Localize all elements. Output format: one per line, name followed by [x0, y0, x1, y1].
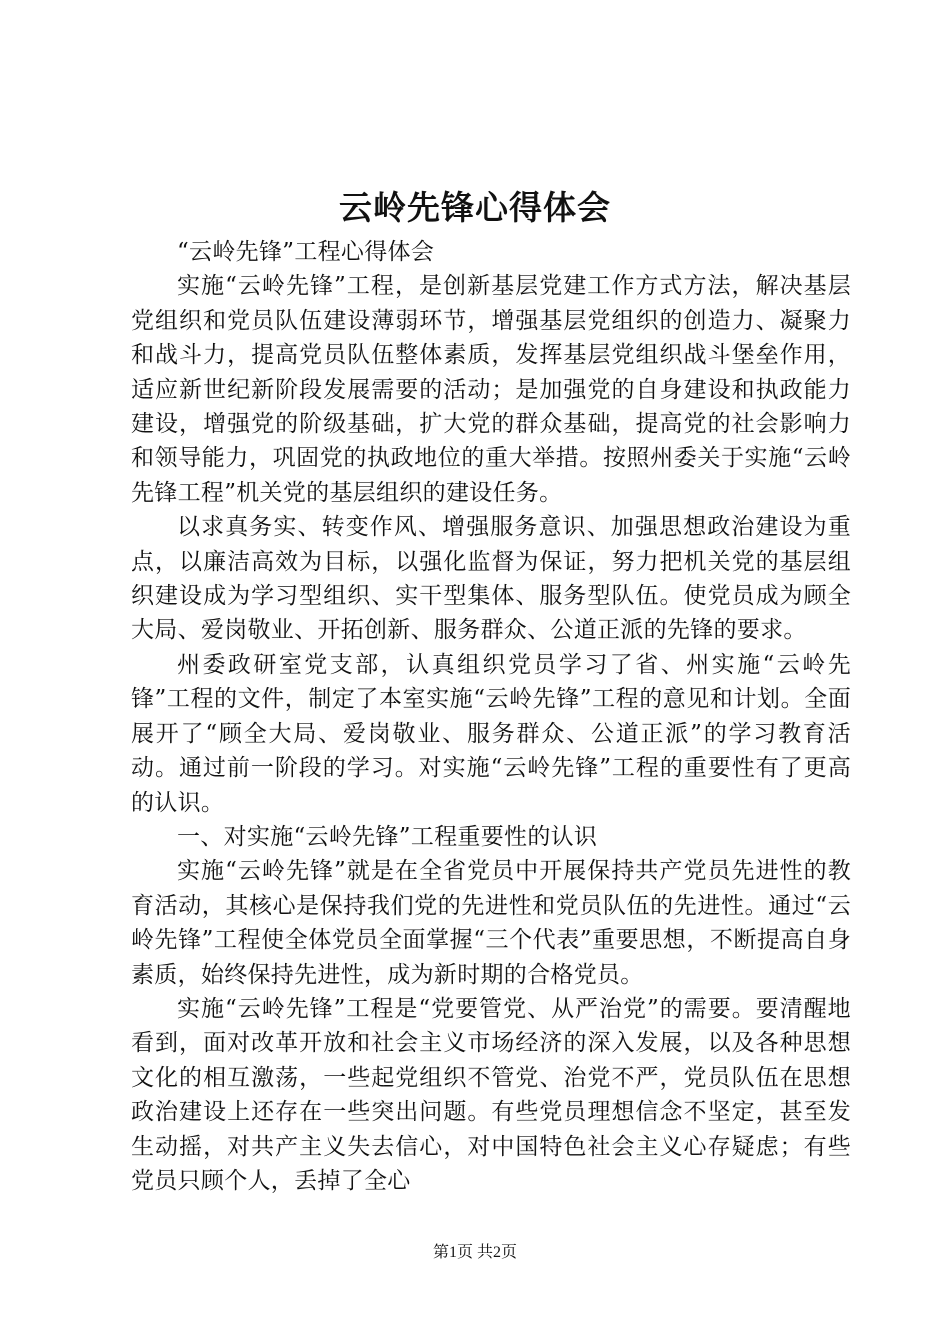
section-heading: 一、对实施“云岭先锋”工程重要性的认识: [177, 823, 598, 850]
body-paragraph: 州委政研室党支部，认真组织党员学习了省、州实施“云岭先锋”工程的文件，制定了本室实施“云岭先锋”工程的意见和计划。全面展开了“顾全大局、爱岗敬业、服务群众、公道正派”的学习教育活动。通过前一阶段的学习。对实施“云岭先锋”工程的重要性有了更高的认识。: [131, 651, 851, 816]
body-paragraph: 实施“云岭先锋”工程，是创新基层党建工作方式方法，解决基层党组织和党员队伍建设薄弱环节，增强基层党组织的创造力、凝聚力和战斗力，提高党员队伍整体素质，发挥基层党组织战斗堡垒作用，适应新世纪新阶段发展需要的活动；是加强党的自身建设和执政能力建设，增强党的阶级基础，扩大党的群众基础，提高党的社会影响力和领导能力，巩固党的执政地位的重大举措。按照州委关于实施“云岭先锋工程”机关党的基层组织的建设任务。: [131, 273, 851, 506]
document-body: [131, 235, 851, 1198]
body-paragraph: 实施“云岭先锋”工程是“党要管党、从严治党”的需要。要清醒地看到，面对改革开放和社会主义市场经济的深入发展，以及各种思想文化的相互激荡，一些起党组织不管党、治党不严，党员队伍在思想政治建设上还存在一些突出问题。有些党员理想信念不坚定，甚至发生动摇，对共产主义失去信心，对中国特色社会主义心存疑虑；有些党员只顾个人，丢掉了全心: [131, 995, 851, 1194]
body-paragraph: 以求真务实、转变作风、增强服务意识、加强思想政治建设为重点，以廉洁高效为目标，以强化监督为保证，努力把机关党的基层组织建设成为学习型组织、实干型集体、服务型队伍。使党员成为顾全大局、爱岗敬业、开拓创新、服务群众、公道正派的先锋的要求。: [131, 514, 851, 644]
body-paragraph: 实施“云岭先锋”就是在全省党员中开展保持共产党员先进性的教育活动，其核心是保持我们党的先进性和党员队伍的先进性。通过“云岭先锋”工程使全体党员全面掌握“三个代表”重要思想，不断提高自身素质，始终保持先进性，成为新时期的合格党员。: [131, 858, 851, 988]
page-footer: 第1页 共2页: [432, 1244, 517, 1261]
subtitle-paragraph: “云岭先锋”工程心得体会: [177, 239, 435, 265]
document-title: 云岭先锋心得体会: [339, 188, 611, 227]
